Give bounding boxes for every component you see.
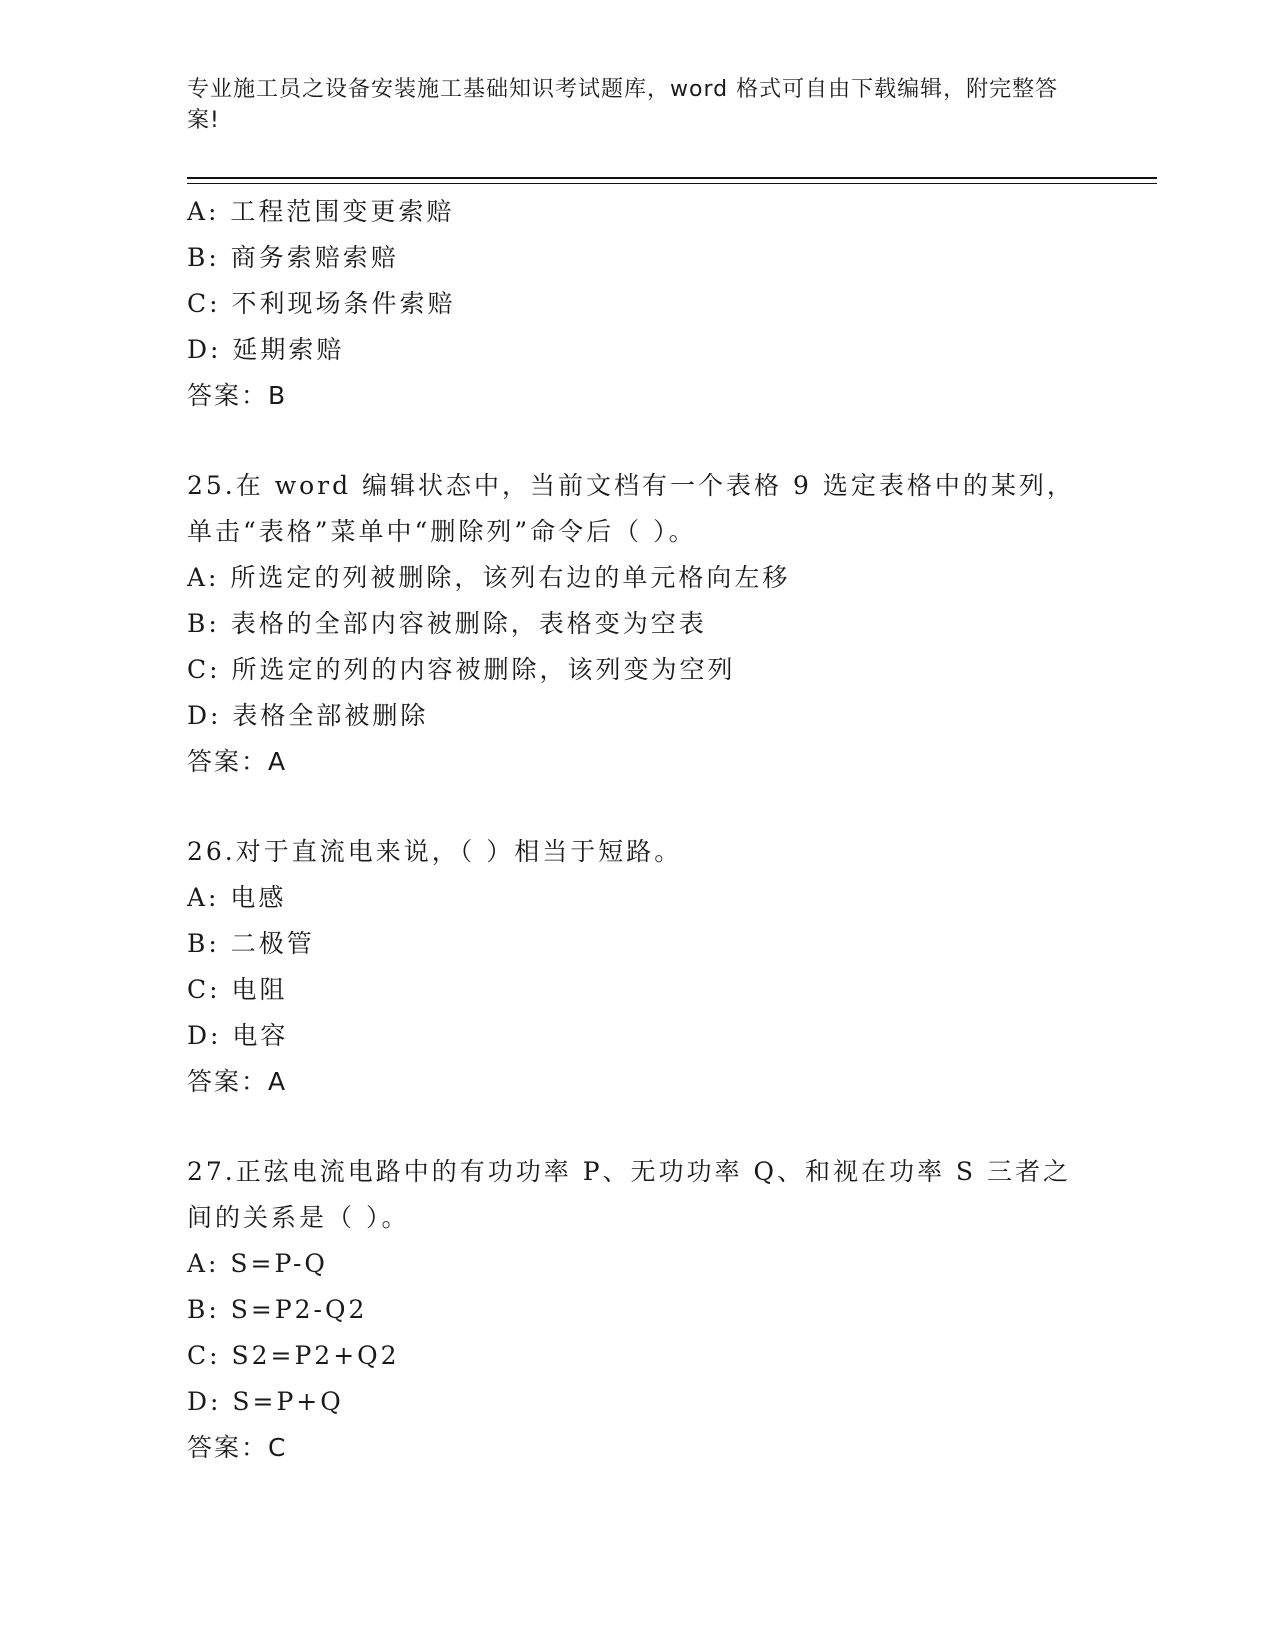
question-text-continued: 间的关系是（ ）。	[187, 1203, 410, 1232]
option-b: B: 表格的全部内容被删除，表格变为空表	[187, 609, 707, 638]
option-c: C: 电阻	[187, 975, 288, 1004]
option-b: B: 二极管	[187, 929, 315, 958]
answer: 答案：A	[187, 1067, 288, 1096]
question-text: 26.对于直流电来说，（ ）相当于短路。	[187, 837, 683, 866]
question-25	[187, 463, 1087, 785]
question-27	[187, 1149, 1087, 1471]
option-c: C: 不利现场条件索赔	[187, 289, 456, 318]
answer: 答案：B	[187, 381, 288, 410]
option-b: B: S=P2-Q2	[187, 1295, 368, 1324]
header-rule-thick	[187, 177, 1157, 179]
document-header: 专业施工员之设备安装施工基础知识考试题库，word 格式可自由下载编辑，附完整答案!	[187, 77, 1059, 133]
question-text: 27.正弦电流电路中的有功功率 P、无功功率 Q、和视在功率 S 三者之	[187, 1157, 1071, 1186]
option-a: A: S=P-Q	[187, 1249, 328, 1278]
option-b: B: 商务索赔索赔	[187, 243, 399, 272]
question-text: 25.在 word 编辑状态中，当前文档有一个表格 9 选定表格中的某列，	[187, 471, 1075, 500]
question-text-continued: 单击“表格”菜单中“删除列”命令后（ ）。	[187, 517, 697, 546]
option-d: D: 表格全部被删除	[187, 701, 429, 730]
question-content	[187, 189, 1087, 1471]
option-a: A: 工程范围变更索赔	[187, 197, 455, 226]
option-d: D: 延期索赔	[187, 335, 345, 364]
header-rule-thin	[187, 183, 1157, 184]
question-26	[187, 829, 1087, 1105]
option-a: A: 所选定的列被删除，该列右边的单元格向左移	[187, 563, 791, 592]
question-24-continued	[187, 189, 1087, 419]
answer: 答案：A	[187, 747, 288, 776]
option-d: D: S=P+Q	[187, 1387, 344, 1416]
option-d: D: 电容	[187, 1021, 289, 1050]
answer: 答案：C	[187, 1433, 288, 1462]
option-c: C: S2=P2+Q2	[187, 1341, 400, 1370]
option-a: A: 电感	[187, 883, 287, 912]
option-c: C: 所选定的列的内容被删除，该列变为空列	[187, 655, 736, 684]
